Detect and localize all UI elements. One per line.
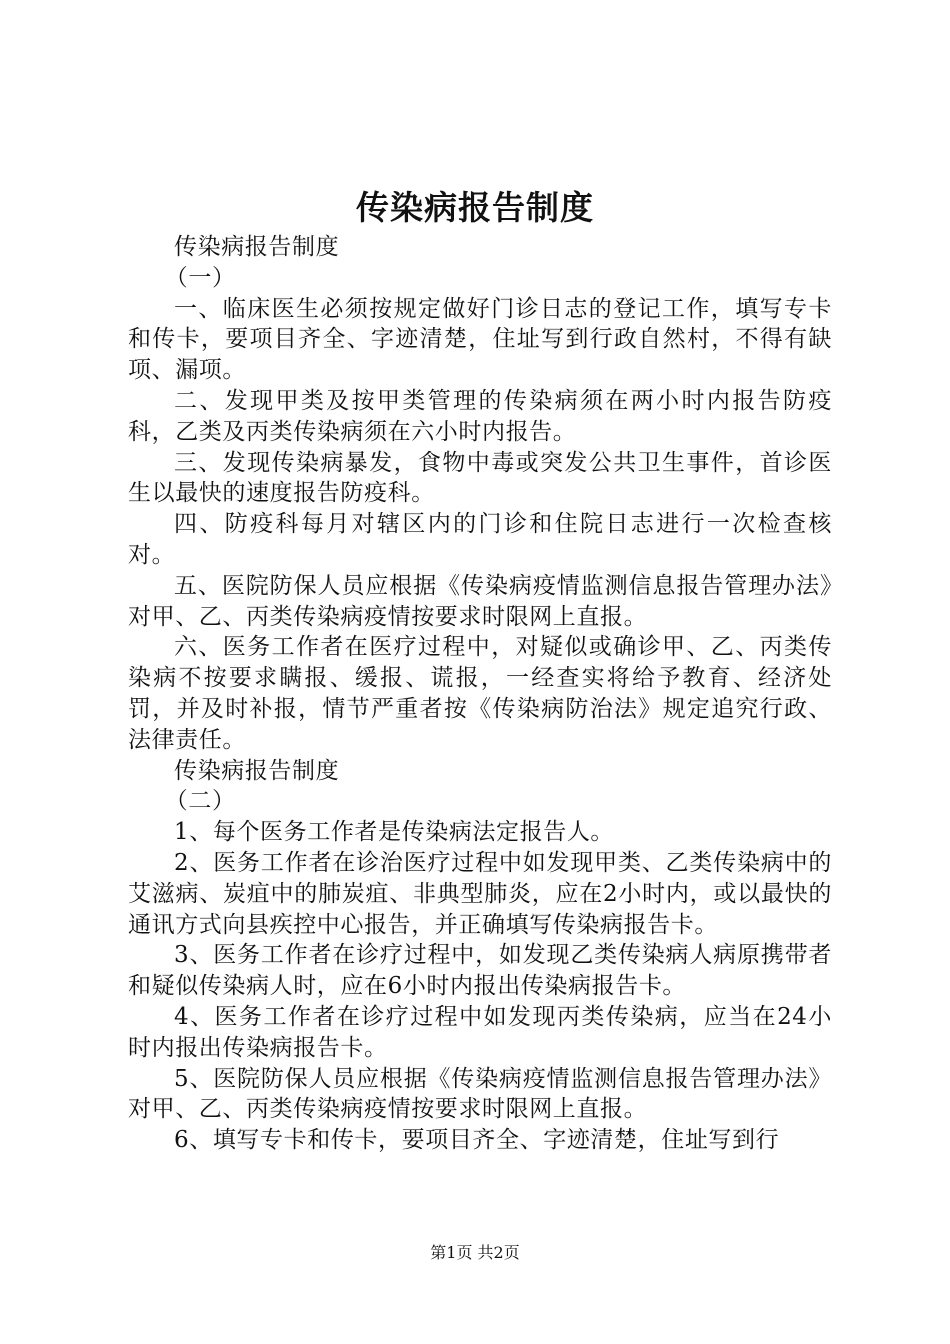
rule-paragraph: 5、医院防保人员应根据《传染病疫情监测信息报告管理办法》对甲、乙、丙类传染病疫情按要求时限网上直报。 — [128, 1065, 832, 1123]
page-footer: 第1页 共2页 — [430, 1243, 520, 1262]
section-number-2: （二） — [164, 788, 236, 815]
rule-paragraph: 二、发现甲类及按甲类管理的传染病须在两小时内报告防疫科，乙类及丙类传染病须在六小时内报告。 — [128, 387, 832, 445]
rule-paragraph: 四、防疫科每月对辖区内的门诊和住院日志进行一次检查核对。 — [128, 511, 832, 568]
document-body — [128, 232, 832, 1156]
rule-paragraph: 2、医务工作者在诊治医疗过程中如发现甲类、乙类传染病中的艾滋病、炭疽中的肺炭疽、非典型肺炎，应在2小时内，或以最快的通讯方式向县疾控中心报告，并正确填写传染病报告卡。 — [128, 849, 832, 938]
rule-paragraph: 六、医务工作者在医疗过程中，对疑似或确诊甲、乙、丙类传染病不按要求瞒报、缓报、谎报，一经查实将给予教育、经济处罚，并及时补报，情节严重者按《传染病防治法》规定追究行政、法律责任。 — [128, 634, 832, 753]
rule-paragraph: 五、医院防保人员应根据《传染病疫情监测信息报告管理办法》对甲、乙、丙类传染病疫情按要求时限网上直报。 — [128, 572, 832, 630]
rule-paragraph: 6、填写专卡和传卡，要项目齐全、字迹清楚，住址写到行 — [174, 1127, 780, 1154]
rule-paragraph: 4、医务工作者在诊疗过程中如发现丙类传染病，应当在24小时内报出传染病报告卡。 — [128, 1003, 832, 1061]
document-title: 传染病报告制度 — [356, 188, 594, 227]
section-heading-2: 传染病报告制度 — [174, 757, 340, 784]
rule-paragraph: 一、临床医生必须按规定做好门诊日志的登记工作，填写专卡和传卡，要项目齐全、字迹清楚，住址写到行政自然村，不得有缺项、漏项。 — [128, 295, 832, 384]
rule-paragraph: 1、每个医务工作者是传染病法定报告人。 — [174, 819, 615, 846]
rule-paragraph: 三、发现传染病暴发，食物中毒或突发公共卫生事件，首诊医生以最快的速度报告防疫科。 — [128, 449, 832, 507]
section-heading-1: 传染病报告制度 — [174, 234, 340, 260]
rule-paragraph: 3、医务工作者在诊疗过程中，如发现乙类传染病人病原携带者和疑似传染病人时，应在6小时内报出传染病报告卡。 — [128, 942, 832, 1000]
section-number-1: （一） — [164, 264, 236, 291]
